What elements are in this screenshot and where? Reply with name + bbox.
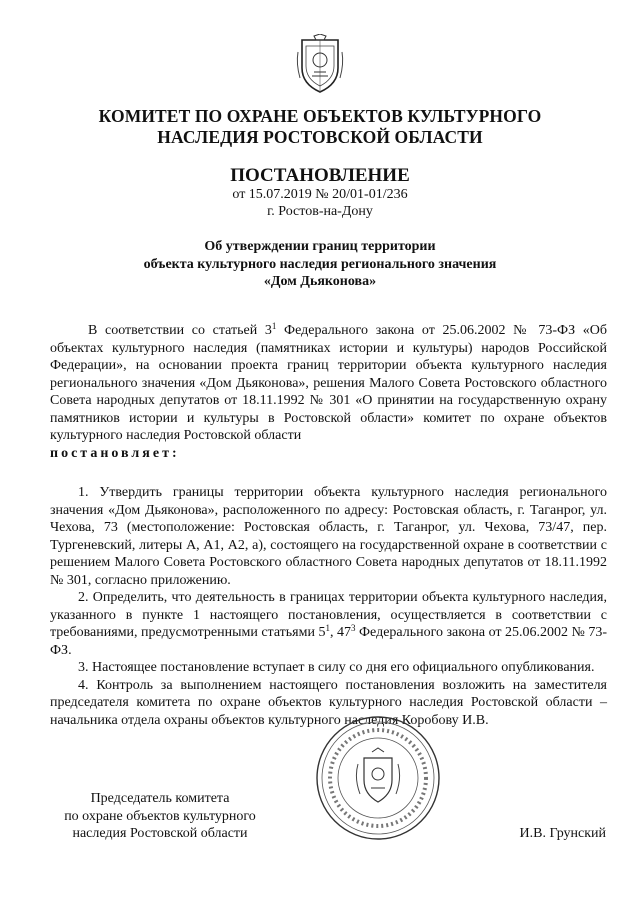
official-seal-icon [314, 714, 442, 842]
item-2-text-c: Федерального закона от 25.06.2002 № 73-ФЗ. [50, 625, 608, 658]
org-title-line-1: КОМИТЕТ ПО ОХРАНЕ ОБЪЕКТОВ КУЛЬТУРНОГО [98, 106, 542, 126]
document-subject [80, 238, 560, 291]
item-3: 3. Настоящее постановление вступает в силу со дня его официального опубликования. [78, 660, 595, 675]
preamble-paragraph [50, 322, 607, 445]
signer-title-line-3: наследия Ростовской области [72, 826, 248, 841]
item-2-text-a: 2. Определить, что деятельность в границах территории объекта культурного наследия, указанного в пункте 1 настоящего постановления, осуществляется в соответствии с требованиями, предусмотренными статьями 5 [50, 590, 607, 640]
coat-of-arms-icon [294, 34, 346, 96]
organization-title [60, 106, 580, 148]
signer-title-line-1: Председатель комитета [90, 791, 230, 806]
signer-title [40, 790, 280, 843]
document-city: г. Ростов-на-Дону [267, 204, 373, 219]
preamble [50, 322, 607, 462]
preamble-text-b: Федерального закона от 25.06.2002 № 73-ФЗ «Об объектах культурного наследия (памятниках истории и культуры) народов Российской Федерации», на основании проекта границ территории объекта культурного наследия регионального значения «Дом Дьяконова», решения Малого Совета Ростовского областного Совета народных депутатов от 18.11.1992 № 301 «О принятии на государственную охрану памятников истории и культуры в Ростовской области» комитет по охране объектов культурного наследия Ростовской области [50, 323, 607, 443]
subject-line-3: «Дом Дьяконова» [263, 274, 377, 289]
item-2 [50, 589, 607, 659]
document-date-number: от 15.07.2019 № 20/01-01/236 [232, 187, 408, 202]
org-title-line-2: НАСЛЕДИЯ РОСТОВСКОЙ ОБЛАСТИ [157, 127, 483, 147]
preamble-text-a: В соответствии со статьей 3 [88, 323, 272, 338]
signer-name: И.В. Грунский [519, 826, 606, 841]
resolution-items [50, 484, 607, 729]
document-type: ПОСТАНОВЛЕНИЕ [230, 165, 410, 186]
item-1: 1. Утвердить границы территории объекта культурного наследия регионального значения «Дом Дьяконова», расположенного по адресу: Ростовская область, г. Таганрог, ул. Чехова, 73 (местоположение: Ростовская область, г. Таганрог, ул. Чехова, 73/47, пер. Тургеневский, литеры А, А1, А2, а), состоящего на государственной охране в соответствии с решением Малого Совета Ростовского областного Совета народных депутатов от 18.11.1992 № 301, согласно приложению. [50, 485, 607, 588]
item-2-sup-1: 1 [325, 623, 330, 633]
item-2-text-b: , 47 [329, 625, 351, 640]
subject-line-1: Об утверждении границ территории [204, 239, 436, 254]
item-4: 4. Контроль за выполнением настоящего постановления возложить на заместителя председателя комитета по охране объектов культурного наследия Ростовской области – начальника отдела охраны объектов культурного наследия Коробову И.В. [50, 677, 607, 728]
item-2-sup-2: 3 [351, 623, 356, 633]
resolves-word: постановляет: [50, 445, 180, 461]
preamble-sup-a: 1 [271, 321, 277, 331]
subject-line-2: объекта культурного наследия регионального значения [143, 256, 497, 272]
signer-title-line-2: по охране объектов культурного [64, 808, 256, 824]
document-meta [100, 186, 540, 220]
